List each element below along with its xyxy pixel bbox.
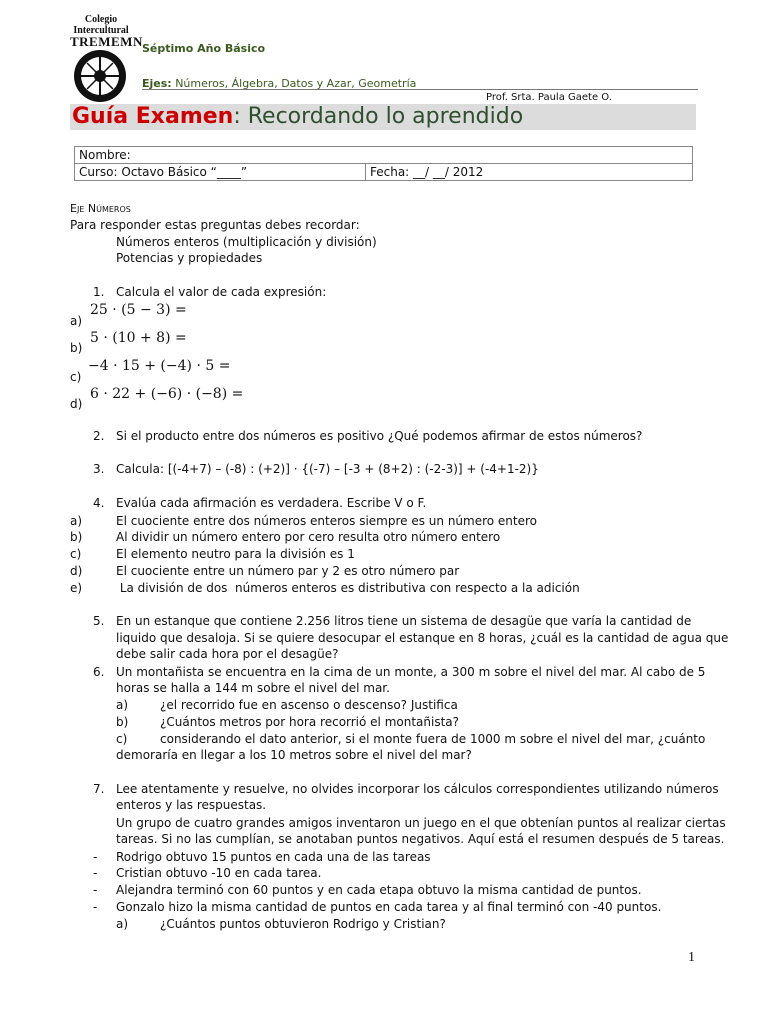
q3-number: 3. [93, 462, 105, 476]
q1-b-label: b) [70, 341, 83, 355]
q7-item-2: Cristian obtuvo -10 en cada tarea. [116, 866, 322, 880]
q6-number: 6. [93, 665, 105, 679]
logo-emblem-icon [70, 47, 132, 105]
q6-b-text: ¿Cuántos metros por hora recorrió el montañista? [160, 715, 460, 729]
q7-line3: Un grupo de cuatro grandes amigos inventaron un juego en el que obtenían puntos al realizar ciertas [116, 816, 726, 830]
q6-a-label: a) [116, 698, 129, 712]
q7-dash-1: - [93, 850, 98, 864]
q5-line3: debe salir cada hora por el desagüe? [116, 647, 339, 661]
title-red: Guía Examen [72, 104, 234, 129]
q1-d-expr: 6 · 22 + (−6) · (−8) = [90, 386, 244, 402]
page-title [72, 103, 523, 132]
q1-c-expr: −4 · 15 + (−4) · 5 = [88, 358, 231, 374]
q7-dash-4: - [93, 900, 98, 914]
q1-a-expr: 25 · (5 − 3) = [90, 302, 187, 318]
q6-a-text: ¿el recorrido fue en ascenso o descenso? Justifica [160, 698, 458, 712]
q4-e-text: La división de dos números enteros es distributiva con respecto a la adición [116, 581, 580, 595]
q6-c-text: considerando el dato anterior, si el monte fuera de 1000 m sobre el nivel del mar, ¿cuánto [160, 732, 706, 746]
q4-b-text: Al dividir un número entero por cero resulta otro número entero [116, 530, 501, 544]
q4-number: 4. [93, 496, 105, 510]
q7-a-label: a) [116, 917, 129, 931]
q6-line1: Un montañista se encuentra en la cima de un monte, a 300 m sobre el nivel del mar. Al cabo de 5 [116, 665, 706, 679]
q4-a-text: El cuociente entre dos números enteros siempre es un número entero [116, 514, 538, 528]
q7-item-3: Alejandra terminó con 60 puntos y en cada etapa obtuvo la misma cantidad de puntos. [116, 883, 642, 897]
q4-d-label: d) [70, 564, 83, 578]
q4-d-text: El cuociente entre un número par y 2 es otro número par [116, 564, 460, 578]
section-bullet-1: Números enteros (multiplicación y división) [116, 235, 377, 249]
curso-field[interactable]: Curso: Octavo Básico “____” [75, 164, 366, 181]
q6-c-label: c) [116, 732, 128, 746]
logo-line2: Intercultural [73, 25, 129, 36]
q5-number: 5. [93, 614, 105, 628]
grade-label: Séptimo Año Básico [142, 42, 266, 55]
q4-a-label: a) [70, 514, 83, 528]
q1-d-label: d) [70, 397, 83, 411]
school-logo [70, 14, 143, 104]
q6-b-label: b) [116, 715, 129, 729]
q4-text: Evalúa cada afirmación es verdadera. Escribe V o F. [116, 496, 427, 510]
nombre-field[interactable]: Nombre: [75, 147, 693, 164]
q7-line1: Lee atentamente y resuelve, no olvides incorporar los cálculos correspondientes utilizando números [116, 782, 719, 796]
q1-a-label: a) [70, 314, 83, 328]
q5-line2: liquido que desaloja. Si se quiere desocupar el estanque en 8 horas, ¿cuál es la cantidad de agua que [116, 631, 729, 645]
q3-text: Calcula: [(-4+7) – (-8) : (+2)] · {(-7) – [-3 + (8+2) : (-2-3)] + (-4+1-2)} [116, 462, 539, 476]
logo-word: TREMEMN [70, 34, 143, 49]
ejes-label: Ejes: [142, 77, 172, 90]
section-bullet-2: Potencias y propiedades [116, 251, 263, 265]
q7-line4: tareas. Si no las cumplían, se anotaban puntos negativos. Aquí está el resumen después de 5 tareas. [116, 832, 725, 846]
q2-text: Si el producto entre dos números es positivo ¿Qué podemos afirmar de estos números? [116, 429, 643, 443]
q1-c-label: c) [70, 370, 82, 384]
q7-item-1: Rodrigo obtuvo 15 puntos en cada una de las tareas [116, 850, 431, 864]
title-green: : Recordando lo aprendido [233, 104, 524, 129]
page-number: 1 [688, 950, 695, 965]
q4-b-label: b) [70, 530, 83, 544]
section-intro: Para responder estas preguntas debes recordar: [70, 218, 360, 232]
section-heading: Eje Números [70, 202, 131, 215]
q7-item-4: Gonzalo hizo la misma cantidad de puntos en cada tarea y al final terminó con -40 puntos. [116, 900, 662, 914]
logo-line1: Colegio [84, 14, 118, 25]
q2-number: 2. [93, 429, 105, 443]
student-info-table [74, 146, 693, 181]
q7-dash-2: - [93, 866, 98, 880]
q1-number: 1. [93, 285, 105, 299]
q1-text: Calcula el valor de cada expresión: [116, 285, 327, 299]
q7-a-text: ¿Cuántos puntos obtuvieron Rodrigo y Cristian? [160, 917, 446, 931]
q6-c-line2: demoraría en llegar a los 10 metros sobre el nivel del mar? [116, 748, 472, 762]
q7-dash-3: - [93, 883, 98, 897]
q4-e-label: e) [70, 581, 83, 595]
q4-c-label: c) [70, 547, 82, 561]
q5-line1: En un estanque que contiene 2.256 litros tiene un sistema de desagüe que varía la cantidad de [116, 614, 692, 628]
q6-line2: horas se halla a 144 m sobre el nivel del mar. [116, 681, 390, 695]
header-rule [142, 89, 698, 90]
q1-b-expr: 5 · (10 + 8) = [90, 330, 187, 346]
q7-line2: enteros y las respuestas. [116, 798, 267, 812]
fecha-field[interactable]: Fecha: __/ __/ 2012 [366, 164, 693, 181]
ejes-text: Números, Álgebra, Datos y Azar, Geometría [175, 77, 417, 90]
q7-number: 7. [93, 782, 105, 796]
q4-c-text: El elemento neutro para la división es 1 [116, 547, 355, 561]
teacher-name: Prof. Srta. Paula Gaete O. [486, 92, 612, 103]
